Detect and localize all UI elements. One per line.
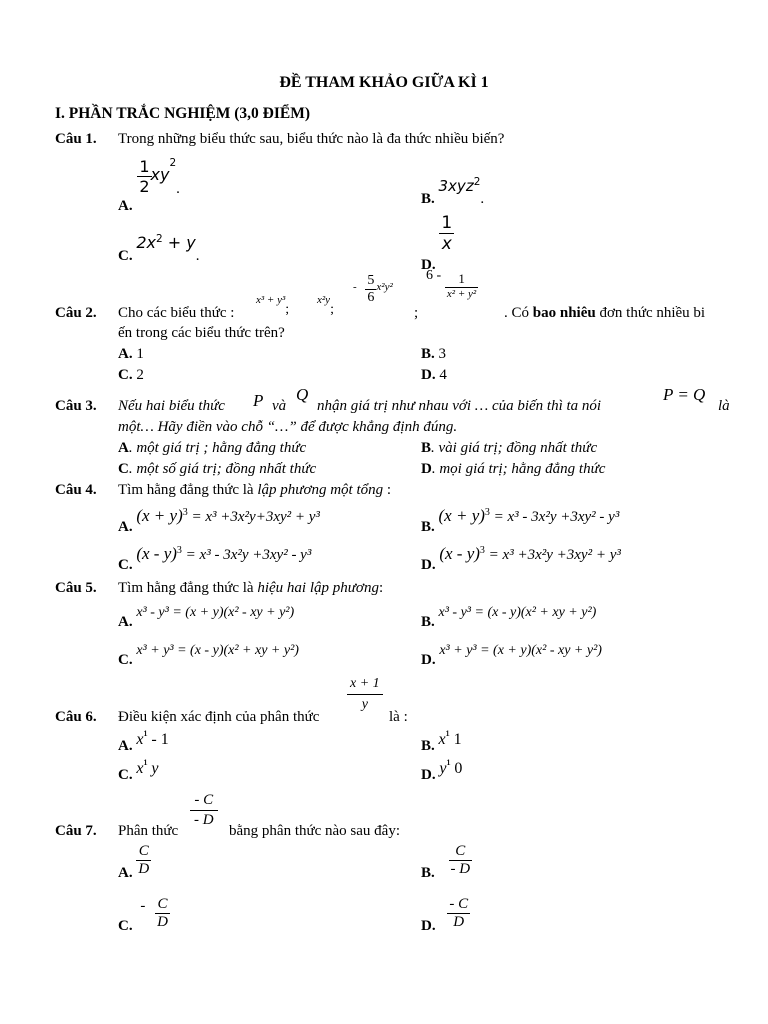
q4-option-b[interactable]: B. $(x + y)^3 = x^3 - 3x^2y +3xy^2 - y^3$ — [421, 506, 620, 535]
q3-option-a[interactable]: A. một giá trị ; hằng đẳng thức — [118, 440, 307, 456]
q5-option-d[interactable]: D. x³ + y³ = (x + y)(x² - xy + y²) — [421, 643, 602, 668]
q2-expr-3: - $\frac{5}{6}$ x²y² — [353, 273, 393, 305]
q2-sep-3: ; — [414, 305, 419, 321]
q2-expr-2: x²y; — [317, 294, 334, 317]
q7-option-b[interactable]: B. $\frac{C}{- D}$ — [421, 843, 471, 881]
q1-option-d[interactable]: D. $\frac{1}{x}$ — [421, 213, 453, 273]
q2-option-c[interactable]: C. 2 — [118, 367, 144, 383]
q5-text: Tìm hằng đẳng thức là hiệu hai lập phương: — [118, 580, 384, 596]
q3-number: Câu 3. — [55, 398, 97, 414]
q6-option-b[interactable]: B. x¹ 1 — [421, 729, 462, 754]
q7-text-part2: bằng phân thức nào sau đây: — [229, 823, 400, 839]
q6-option-a[interactable]: A. x¹ - 1 — [118, 729, 169, 754]
q2-expr-1: x³ + y³; — [256, 294, 290, 317]
q2-text-tail: . Có bao nhiêu đơn thức nhiều bi — [504, 305, 706, 321]
q5-option-a[interactable]: A. x³ - y³ = (x + y)(x² - xy + y²) — [118, 605, 295, 630]
q1-number: Câu 1. — [55, 131, 97, 147]
q6-option-c[interactable]: C. x¹ y — [118, 758, 159, 783]
q7-option-c[interactable]: C. - $\frac{C}{D}$ — [118, 896, 168, 934]
section-heading: I. PHẦN TRẮC NGHIỆM (3,0 ĐIỂM) — [55, 105, 311, 122]
q3-p-equals-q: P = Q — [663, 385, 706, 404]
q7-option-a[interactable]: A. $\frac{C}{D}$ — [118, 843, 150, 881]
q3-text-part3: nhận giá trị như nhau với … của biến thì ta nói — [317, 398, 602, 414]
q6-number: Câu 6. — [55, 709, 97, 725]
q7-fraction: $\frac{- C}{- D}$ — [190, 792, 218, 829]
q7-number: Câu 7. — [55, 823, 97, 839]
q2-number: Câu 2. — [55, 305, 97, 321]
q2-option-a[interactable]: A. 1 — [118, 346, 144, 362]
q2-option-b[interactable]: B. 3 — [421, 346, 447, 362]
q1-text: Trong những biểu thức sau, biểu thức nào là đa thức nhiều biến? — [118, 131, 505, 147]
q3-var-p: P — [253, 391, 264, 410]
exam-title: ĐỀ THAM KHẢO GIỮA KÌ 1 — [279, 74, 489, 91]
q1-option-c[interactable]: C. $2x^2 + y$. — [118, 233, 200, 264]
q3-text-part2: và — [272, 398, 287, 414]
q3-var-q: Q — [296, 385, 309, 404]
q2-lead: Cho các biểu thức : — [118, 305, 235, 321]
q6-option-d[interactable]: D. y¹ 0 — [421, 758, 463, 783]
q6-text-part2: là : — [389, 709, 408, 725]
q4-option-c[interactable]: C. (x - y)$^3$ = x³ - 3x²y +3xy² - y³ — [118, 544, 312, 573]
q2-option-d[interactable]: D. 4 — [421, 367, 447, 383]
q5-option-b[interactable]: B. x³ - y³ = (x - y)(x² + xy + y²) — [421, 605, 597, 630]
q7-option-d[interactable]: D. $\frac{- C}{D}$ — [421, 896, 469, 934]
q4-number: Câu 4. — [55, 482, 97, 498]
q4-option-d[interactable]: D. (x - y)$^3$ = x³ +3x²y +3xy² + y³ — [421, 544, 621, 573]
q5-option-c[interactable]: C. x³ + y³ = (x - y)(x² + xy + y²) — [118, 643, 299, 668]
q3-option-b[interactable]: B. vài giá trị; đồng nhất thức — [421, 440, 598, 456]
q3-text-part1: Nếu hai biểu thức — [118, 398, 225, 414]
q2-text-line2: ến trong các biểu thức trên? — [118, 325, 285, 341]
q6-fraction: $\frac{x + 1}{y}$ — [347, 676, 383, 713]
q4-text: Tìm hằng đẳng thức là lập phương một tổng : — [118, 482, 392, 498]
q1-option-a[interactable]: A. $\frac{1}{2}$ $xy^2$. — [118, 156, 180, 214]
q4-option-a[interactable]: A. $(x + y)^3 = x^3 +3x^2y+3xy^2 + y^3$ — [118, 506, 320, 535]
q3-option-d[interactable]: D. mọi giá trị; hằng đẳng thức — [421, 461, 606, 477]
q3-option-c[interactable]: C. một số giá trị; đồng nhất thức — [118, 461, 317, 477]
q3-text-line2: một… Hãy điền vào chỗ “…” để được khẳng định đúng. — [118, 419, 458, 435]
q7-text-part1: Phân thức — [118, 823, 179, 839]
q3-text-part4: là — [718, 398, 730, 414]
q5-number: Câu 5. — [55, 580, 97, 596]
q1-option-b[interactable]: B. 3xyz$^2$. — [421, 176, 485, 207]
q2-expr-4: 6 - $\frac{1}{\text{x² + y²}}$ — [426, 267, 477, 300]
q6-text-part1: Điều kiện xác định của phân thức — [118, 709, 320, 725]
